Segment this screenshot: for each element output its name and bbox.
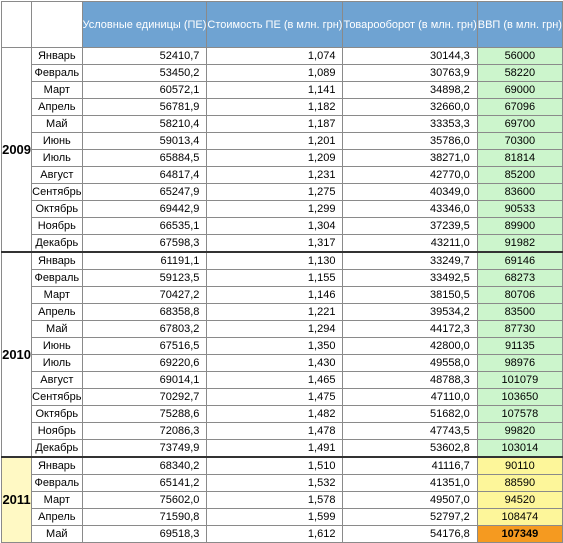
month-cell: Апрель — [32, 304, 82, 321]
header-month-blank — [32, 2, 82, 48]
cost-cell: 1,475 — [207, 389, 343, 406]
turnover-cell: 40349,0 — [343, 184, 477, 201]
units-cell: 65884,5 — [82, 150, 207, 167]
table-row — [2, 65, 563, 82]
gdp-cell: 87730 — [477, 321, 562, 338]
turnover-cell: 33353,3 — [343, 116, 477, 133]
units-cell: 75602,0 — [82, 492, 207, 509]
turnover-cell: 35786,0 — [343, 133, 477, 150]
turnover-cell: 39534,2 — [343, 304, 477, 321]
units-cell: 60572,1 — [82, 82, 207, 99]
gdp-cell: 69000 — [477, 82, 562, 99]
turnover-cell: 41116,7 — [343, 457, 477, 475]
year-cell: 2009 — [2, 48, 32, 253]
units-cell: 65247,9 — [82, 184, 207, 201]
turnover-cell: 51682,0 — [343, 406, 477, 423]
units-cell: 67516,5 — [82, 338, 207, 355]
year-cell: 2010 — [2, 252, 32, 457]
table-row — [2, 389, 563, 406]
cost-cell: 1,430 — [207, 355, 343, 372]
month-cell: Июль — [32, 150, 82, 167]
gdp-cell: 108474 — [477, 509, 562, 526]
turnover-cell: 53602,8 — [343, 440, 477, 458]
turnover-cell: 42770,0 — [343, 167, 477, 184]
cost-cell: 1,350 — [207, 338, 343, 355]
table-row — [2, 167, 563, 184]
units-cell: 53450,2 — [82, 65, 207, 82]
turnover-cell: 41351,0 — [343, 475, 477, 492]
cost-cell: 1,478 — [207, 423, 343, 440]
cost-cell: 1,074 — [207, 48, 343, 65]
cost-cell: 1,221 — [207, 304, 343, 321]
cost-cell: 1,275 — [207, 184, 343, 201]
table-row — [2, 270, 563, 287]
month-cell: Май — [32, 116, 82, 133]
table-row — [2, 492, 563, 509]
month-cell: Июль — [32, 355, 82, 372]
units-cell: 67598,3 — [82, 235, 207, 253]
gdp-cell: 68273 — [477, 270, 562, 287]
table-row — [2, 48, 563, 65]
gdp-cell: 90533 — [477, 201, 562, 218]
table-row — [2, 287, 563, 304]
table-row — [2, 338, 563, 355]
table-row — [2, 526, 563, 543]
month-cell: Октябрь — [32, 201, 82, 218]
month-cell: Ноябрь — [32, 218, 82, 235]
table-row — [2, 406, 563, 423]
gdp-cell: 90110 — [477, 457, 562, 475]
turnover-cell: 38150,5 — [343, 287, 477, 304]
units-cell: 67803,2 — [82, 321, 207, 338]
gdp-cell: 69700 — [477, 116, 562, 133]
units-cell: 69220,6 — [82, 355, 207, 372]
gdp-cell: 98976 — [477, 355, 562, 372]
month-cell: Октябрь — [32, 406, 82, 423]
gdp-cell: 103014 — [477, 440, 562, 458]
table-row — [2, 252, 563, 270]
cost-cell: 1,532 — [207, 475, 343, 492]
units-cell: 61191,1 — [82, 252, 207, 270]
header-row — [2, 2, 563, 48]
table-row — [2, 475, 563, 492]
cost-cell: 1,209 — [207, 150, 343, 167]
units-cell: 56781,9 — [82, 99, 207, 116]
header-year-blank — [2, 2, 32, 48]
units-cell: 69518,3 — [82, 526, 207, 543]
turnover-cell: 54176,8 — [343, 526, 477, 543]
cost-cell: 1,612 — [207, 526, 343, 543]
turnover-cell: 33492,5 — [343, 270, 477, 287]
gdp-cell: 69146 — [477, 252, 562, 270]
units-cell: 75288,6 — [82, 406, 207, 423]
units-cell: 65141,2 — [82, 475, 207, 492]
month-cell: Сентябрь — [32, 389, 82, 406]
header-turnover: Товарооборот (в млн. грн) — [343, 2, 477, 48]
gdp-cell: 91982 — [477, 235, 562, 253]
month-cell: Апрель — [32, 509, 82, 526]
month-cell: Январь — [32, 457, 82, 475]
cost-cell: 1,187 — [207, 116, 343, 133]
month-cell: Февраль — [32, 65, 82, 82]
table-row — [2, 423, 563, 440]
year-cell: 2011 — [2, 457, 32, 543]
month-cell: Март — [32, 82, 82, 99]
turnover-cell: 43211,0 — [343, 235, 477, 253]
table-row — [2, 82, 563, 99]
cost-cell: 1,482 — [207, 406, 343, 423]
turnover-cell: 43346,0 — [343, 201, 477, 218]
cost-cell: 1,294 — [207, 321, 343, 338]
gdp-cell: 88590 — [477, 475, 562, 492]
cost-cell: 1,465 — [207, 372, 343, 389]
cost-cell: 1,182 — [207, 99, 343, 116]
gdp-cell: 101079 — [477, 372, 562, 389]
units-cell: 70427,2 — [82, 287, 207, 304]
units-cell: 59123,5 — [82, 270, 207, 287]
gdp-cell: 89900 — [477, 218, 562, 235]
month-cell: Ноябрь — [32, 423, 82, 440]
turnover-cell: 42800,0 — [343, 338, 477, 355]
turnover-cell: 49507,0 — [343, 492, 477, 509]
units-cell: 66535,1 — [82, 218, 207, 235]
turnover-cell: 37239,5 — [343, 218, 477, 235]
month-cell: Февраль — [32, 270, 82, 287]
cost-cell: 1,510 — [207, 457, 343, 475]
header-gdp: ВВП (в млн. грн) — [477, 2, 562, 48]
turnover-cell: 44172,3 — [343, 321, 477, 338]
gdp-cell: 70300 — [477, 133, 562, 150]
turnover-cell: 32660,0 — [343, 99, 477, 116]
month-cell: Июнь — [32, 133, 82, 150]
month-cell: Март — [32, 492, 82, 509]
gdp-cell: 80706 — [477, 287, 562, 304]
table-row — [2, 201, 563, 218]
table-row — [2, 372, 563, 389]
units-cell: 68358,8 — [82, 304, 207, 321]
gdp-cell: 56000 — [477, 48, 562, 65]
cost-cell: 1,304 — [207, 218, 343, 235]
gdp-cell: 103650 — [477, 389, 562, 406]
cost-cell: 1,299 — [207, 201, 343, 218]
cost-cell: 1,141 — [207, 82, 343, 99]
table-row — [2, 218, 563, 235]
gdp-cell: 107349 — [477, 526, 562, 543]
cost-cell: 1,317 — [207, 235, 343, 253]
turnover-cell: 34898,2 — [343, 82, 477, 99]
table-row — [2, 509, 563, 526]
cost-cell: 1,231 — [207, 167, 343, 184]
units-cell: 52410,7 — [82, 48, 207, 65]
month-cell: Август — [32, 372, 82, 389]
table-row — [2, 235, 563, 253]
units-cell: 71590,8 — [82, 509, 207, 526]
gdp-cell: 81814 — [477, 150, 562, 167]
gdp-cell: 58220 — [477, 65, 562, 82]
turnover-cell: 49558,0 — [343, 355, 477, 372]
units-cell: 68340,2 — [82, 457, 207, 475]
month-cell: Август — [32, 167, 82, 184]
month-cell: Апрель — [32, 99, 82, 116]
units-cell: 69442,9 — [82, 201, 207, 218]
month-cell: Май — [32, 526, 82, 543]
table-row — [2, 99, 563, 116]
cost-cell: 1,146 — [207, 287, 343, 304]
month-cell: Май — [32, 321, 82, 338]
turnover-cell: 52797,2 — [343, 509, 477, 526]
turnover-cell: 47743,5 — [343, 423, 477, 440]
units-cell: 72086,3 — [82, 423, 207, 440]
month-cell: Сентябрь — [32, 184, 82, 201]
economic-data-table — [1, 1, 563, 543]
gdp-cell: 107578 — [477, 406, 562, 423]
cost-cell: 1,155 — [207, 270, 343, 287]
gdp-cell: 83600 — [477, 184, 562, 201]
cost-cell: 1,578 — [207, 492, 343, 509]
turnover-cell: 47110,0 — [343, 389, 477, 406]
month-cell: Февраль — [32, 475, 82, 492]
month-cell: Декабрь — [32, 440, 82, 458]
table-row — [2, 457, 563, 475]
table-row — [2, 133, 563, 150]
table-row — [2, 321, 563, 338]
table-row — [2, 304, 563, 321]
table-body — [2, 48, 563, 543]
table-row — [2, 150, 563, 167]
header-units: Условные единицы (ПЕ) — [82, 2, 207, 48]
turnover-cell: 30144,3 — [343, 48, 477, 65]
cost-cell: 1,089 — [207, 65, 343, 82]
turnover-cell: 30763,9 — [343, 65, 477, 82]
cost-cell: 1,599 — [207, 509, 343, 526]
gdp-cell: 91135 — [477, 338, 562, 355]
gdp-cell: 83500 — [477, 304, 562, 321]
units-cell: 69014,1 — [82, 372, 207, 389]
cost-cell: 1,491 — [207, 440, 343, 458]
units-cell: 70292,7 — [82, 389, 207, 406]
units-cell: 58210,4 — [82, 116, 207, 133]
gdp-cell: 85200 — [477, 167, 562, 184]
month-cell: Декабрь — [32, 235, 82, 253]
gdp-cell: 94520 — [477, 492, 562, 509]
table-row — [2, 116, 563, 133]
units-cell: 73749,9 — [82, 440, 207, 458]
table-row — [2, 355, 563, 372]
month-cell: Июнь — [32, 338, 82, 355]
month-cell: Январь — [32, 252, 82, 270]
turnover-cell: 33249,7 — [343, 252, 477, 270]
month-cell: Март — [32, 287, 82, 304]
turnover-cell: 38271,0 — [343, 150, 477, 167]
table-row — [2, 440, 563, 458]
turnover-cell: 48788,3 — [343, 372, 477, 389]
data-table-container — [1, 1, 563, 543]
gdp-cell: 99820 — [477, 423, 562, 440]
gdp-cell: 67096 — [477, 99, 562, 116]
units-cell: 64817,4 — [82, 167, 207, 184]
cost-cell: 1,130 — [207, 252, 343, 270]
units-cell: 59013,4 — [82, 133, 207, 150]
cost-cell: 1,201 — [207, 133, 343, 150]
header-cost: Стоимость ПЕ (в млн. грн) — [207, 2, 343, 48]
table-row — [2, 184, 563, 201]
month-cell: Январь — [32, 48, 82, 65]
